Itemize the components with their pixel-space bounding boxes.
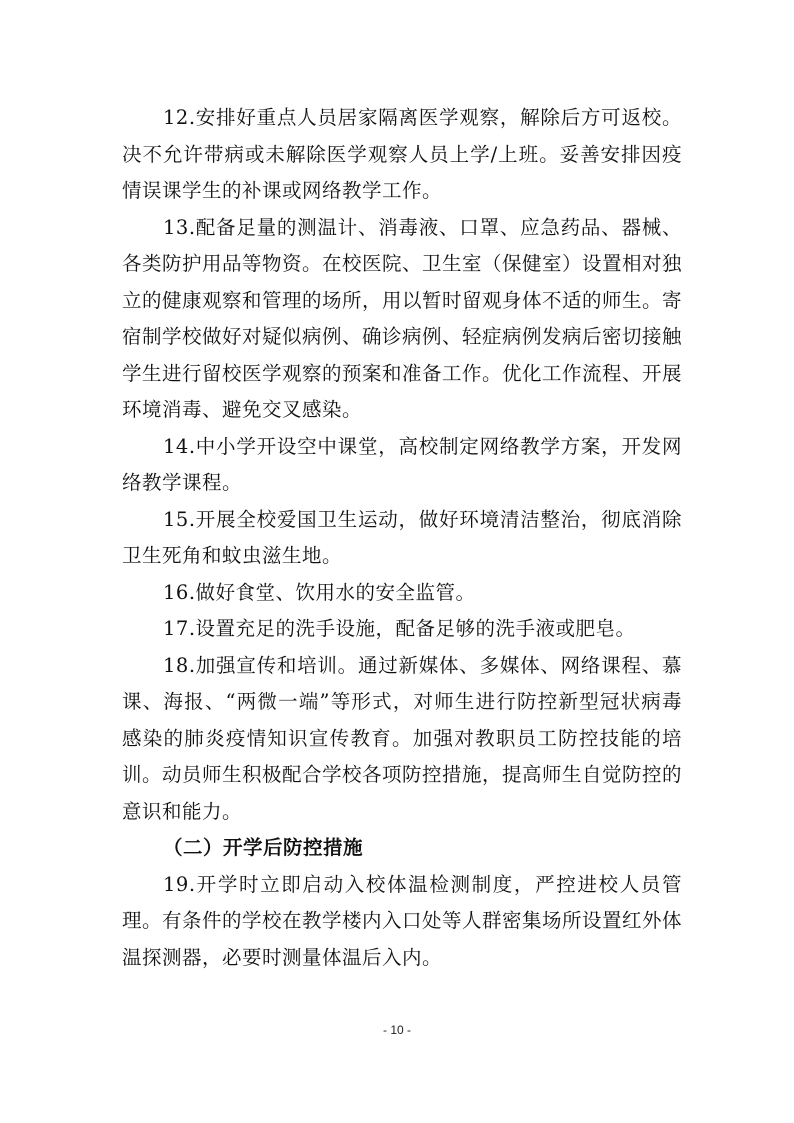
paragraph-item-15: 15.开展全校爱国卫生运动，做好环境清洁整治，彻底消除卫生死角和蚊虫滋生地。 — [122, 507, 682, 567]
page-number: - 10 - — [382, 1023, 411, 1037]
paragraph-item-19: 19.开学时立即启动入校体温检测制度，严控进校人员管理。有条件的学校在教学楼内入口处等人群密集场所设置红外体温探测器，必要时测量体温后入内。 — [122, 872, 683, 969]
paragraph-item-18: 18.加强宣传和培训。通过新媒体、多媒体、网络课程、慕课、海报、“两微一端”等形式，对师生进行防控新型冠状病毒感染的肺炎疫情知识宣传教育。加强对教职员工防控技能的培训。动员师生积极配合学校各项防控措施，提高师生自觉防控的意识和能力。 — [122, 653, 683, 823]
paragraph-item-12: 12.安排好重点人员居家隔离医学观察，解除后方可返校。决不允许带病或未解除医学观察人员上学/上班。妥善安排因疫情误课学生的补课或网络教学工作。 — [122, 106, 682, 202]
paragraph-item-13: 13.配备足量的测温计、消毒液、口罩、应急药品、器械、各类防护用品等物资。在校医院、卫生室（保健室）设置相对独立的健康观察和管理的场所，用以暂时留观身体不适的师生。寄宿制学校做好对疑似病例、确诊病例、轻症病例发病后密切接触学生进行留校医学观察的预案和准备工作。优化工作流程、开展环境消毒、避免交叉感染。 — [122, 215, 683, 421]
section-heading: （二）开学后防控措施 — [163, 836, 364, 859]
paragraph-item-16: 16.做好食堂、饮用水的安全监管。 — [163, 580, 476, 604]
paragraph-item-17: 17.设置充足的洗手设施，配备足够的洗手液或肥皂。 — [163, 617, 636, 640]
paragraph-item-14: 14.中小学开设空中课堂，高校制定网络教学方案，开发网络教学课程。 — [122, 434, 682, 494]
document-body — [122, 100, 682, 976]
